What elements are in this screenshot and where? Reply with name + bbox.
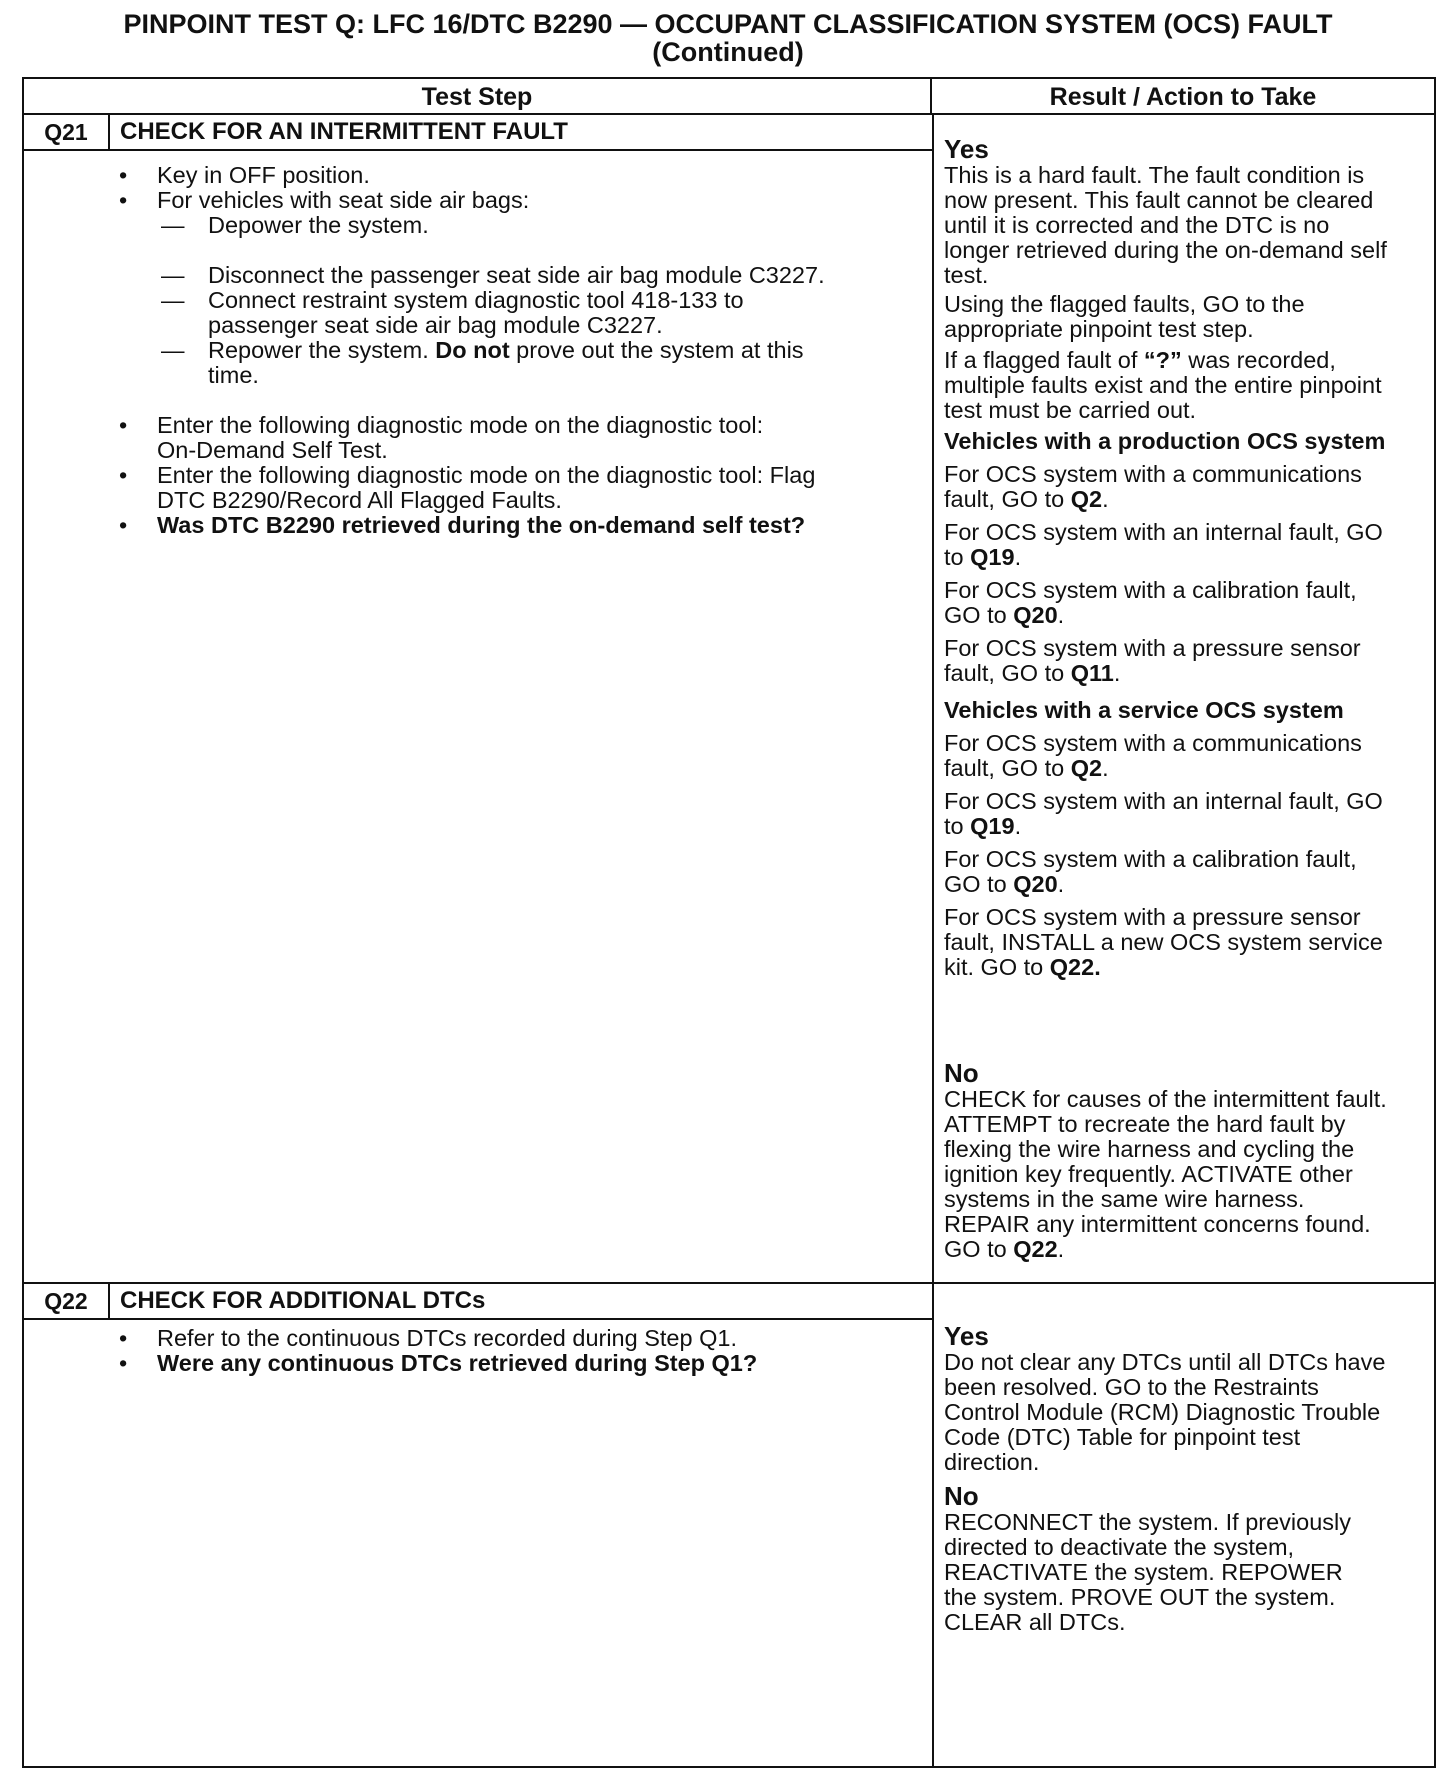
step-question: Were any continuous DTCs retrieved during Step Q1?	[157, 1350, 758, 1376]
step-text: Repower the system. Do not prove out the system at this time.	[208, 337, 804, 388]
title-line-2: (Continued)	[652, 37, 804, 67]
dash-glyph: —	[161, 212, 185, 238]
result-paragraph: For OCS system with a pressure sensor fault, GO to Q11.	[944, 635, 1361, 686]
column-header-result: Result / Action to Take	[932, 79, 1434, 115]
step-row-q21	[24, 115, 934, 151]
step-text: For vehicles with seat side air bags:	[157, 187, 530, 213]
step-text: Disconnect the passenger seat side air bag module C3227.	[208, 262, 825, 288]
q21-result	[944, 134, 1454, 1262]
bullet-glyph: •	[119, 1350, 128, 1376]
yes-block: Yes Do not clear any DTCs until all DTCs have been resolved. GO to the Restraints Control Module (RCM) Diagnostic Trouble Code (DTC) Table for pinpoint test direction.	[944, 1322, 1454, 1475]
yes-label: Yes	[944, 1321, 989, 1351]
result-paragraph: Using the flagged faults, GO to the appropriate pinpoint test step.	[944, 291, 1305, 342]
section-heading: Vehicles with a service OCS system	[944, 697, 1344, 723]
dash-glyph: —	[161, 337, 185, 363]
step-name: CHECK FOR AN INTERMITTENT FAULT	[120, 118, 568, 145]
step-text: Connect restraint system diagnostic tool 418-133 to passenger seat side air bag module C3227.	[208, 287, 744, 338]
step-question: Was DTC B2290 retrieved during the on-demand self test?	[157, 512, 806, 538]
step-text: Enter the following diagnostic mode on the diagnostic tool: On-Demand Self Test.	[157, 412, 764, 463]
bullet-glyph: •	[119, 1325, 128, 1351]
result-paragraph: For OCS system with a calibration fault, GO to Q20.	[944, 577, 1357, 628]
bullet-glyph: •	[119, 162, 128, 188]
bullet-glyph: •	[119, 187, 128, 213]
no-label: No	[944, 1481, 979, 1511]
dash-glyph: —	[161, 287, 185, 313]
column-header-test-step: Test Step	[24, 79, 932, 115]
step-row-q22	[24, 1284, 934, 1320]
q22-test-step	[24, 1320, 924, 1740]
step-text: Refer to the continuous DTCs recorded during Step Q1.	[157, 1325, 737, 1351]
result-paragraph: If a flagged fault of “?” was recorded, multiple faults exist and the entire pinpoint test must be carried out.	[944, 347, 1382, 423]
step-name: CHECK FOR ADDITIONAL DTCs	[120, 1287, 486, 1314]
step-text: Depower the system.	[208, 212, 429, 238]
yes-block: Yes This is a hard fault. The fault condition is now present. This fault cannot be cleared until it is corrected and the DTC is no longer retrieved during the on-demand self test.	[944, 135, 1454, 288]
title-line-1: PINPOINT TEST Q: LFC 16/DTC B2290 — OCCUPANT CLASSIFICATION SYSTEM (OCS) FAULT	[123, 9, 1333, 39]
result-paragraph: For OCS system with a calibration fault, GO to Q20.	[944, 846, 1357, 897]
step-id: Q22	[24, 1284, 110, 1318]
page-title	[0, 10, 1456, 66]
section-heading: Vehicles with a production OCS system	[944, 428, 1386, 454]
step-id: Q21	[24, 115, 110, 149]
no-block: No RECONNECT the system. If previously directed to deactivate the system, REACTIVATE the system. REPOWER the system. PROVE OUT the system. CLEAR all DTCs.	[944, 1482, 1454, 1635]
no-label: No	[944, 1058, 979, 1088]
result-paragraph: For OCS system with a communications fault, GO to Q2.	[944, 730, 1362, 781]
pinpoint-table	[22, 77, 1436, 1768]
q22-result	[944, 1322, 1454, 1742]
q21-test-step	[24, 151, 924, 1191]
result-paragraph: For OCS system with a pressure sensor fault, INSTALL a new OCS system service kit. GO to Q22.	[944, 904, 1383, 980]
result-paragraph: For OCS system with an internal fault, GO to Q19.	[944, 788, 1383, 839]
bullet-glyph: •	[119, 412, 128, 438]
dash-glyph: —	[161, 262, 185, 288]
column-divider	[932, 115, 934, 1766]
bullet-glyph: •	[119, 512, 128, 538]
step-text: Enter the following diagnostic mode on the diagnostic tool: Flag DTC B2290/Record All Flagged Faults.	[157, 462, 816, 513]
result-paragraph: For OCS system with an internal fault, GO to Q19.	[944, 519, 1383, 570]
bullet-glyph: •	[119, 462, 128, 488]
step-text: Key in OFF position.	[157, 162, 370, 188]
result-paragraph: For OCS system with a communications fault, GO to Q2.	[944, 461, 1362, 512]
yes-label: Yes	[944, 134, 989, 164]
no-block: No CHECK for causes of the intermittent fault. ATTEMPT to recreate the hard fault by flexing the wire harness and cycling the ignition key frequently. ACTIVATE other systems in the same wire harness. REPAIR any intermittent concerns found. GO to Q22.	[944, 1059, 1454, 1262]
